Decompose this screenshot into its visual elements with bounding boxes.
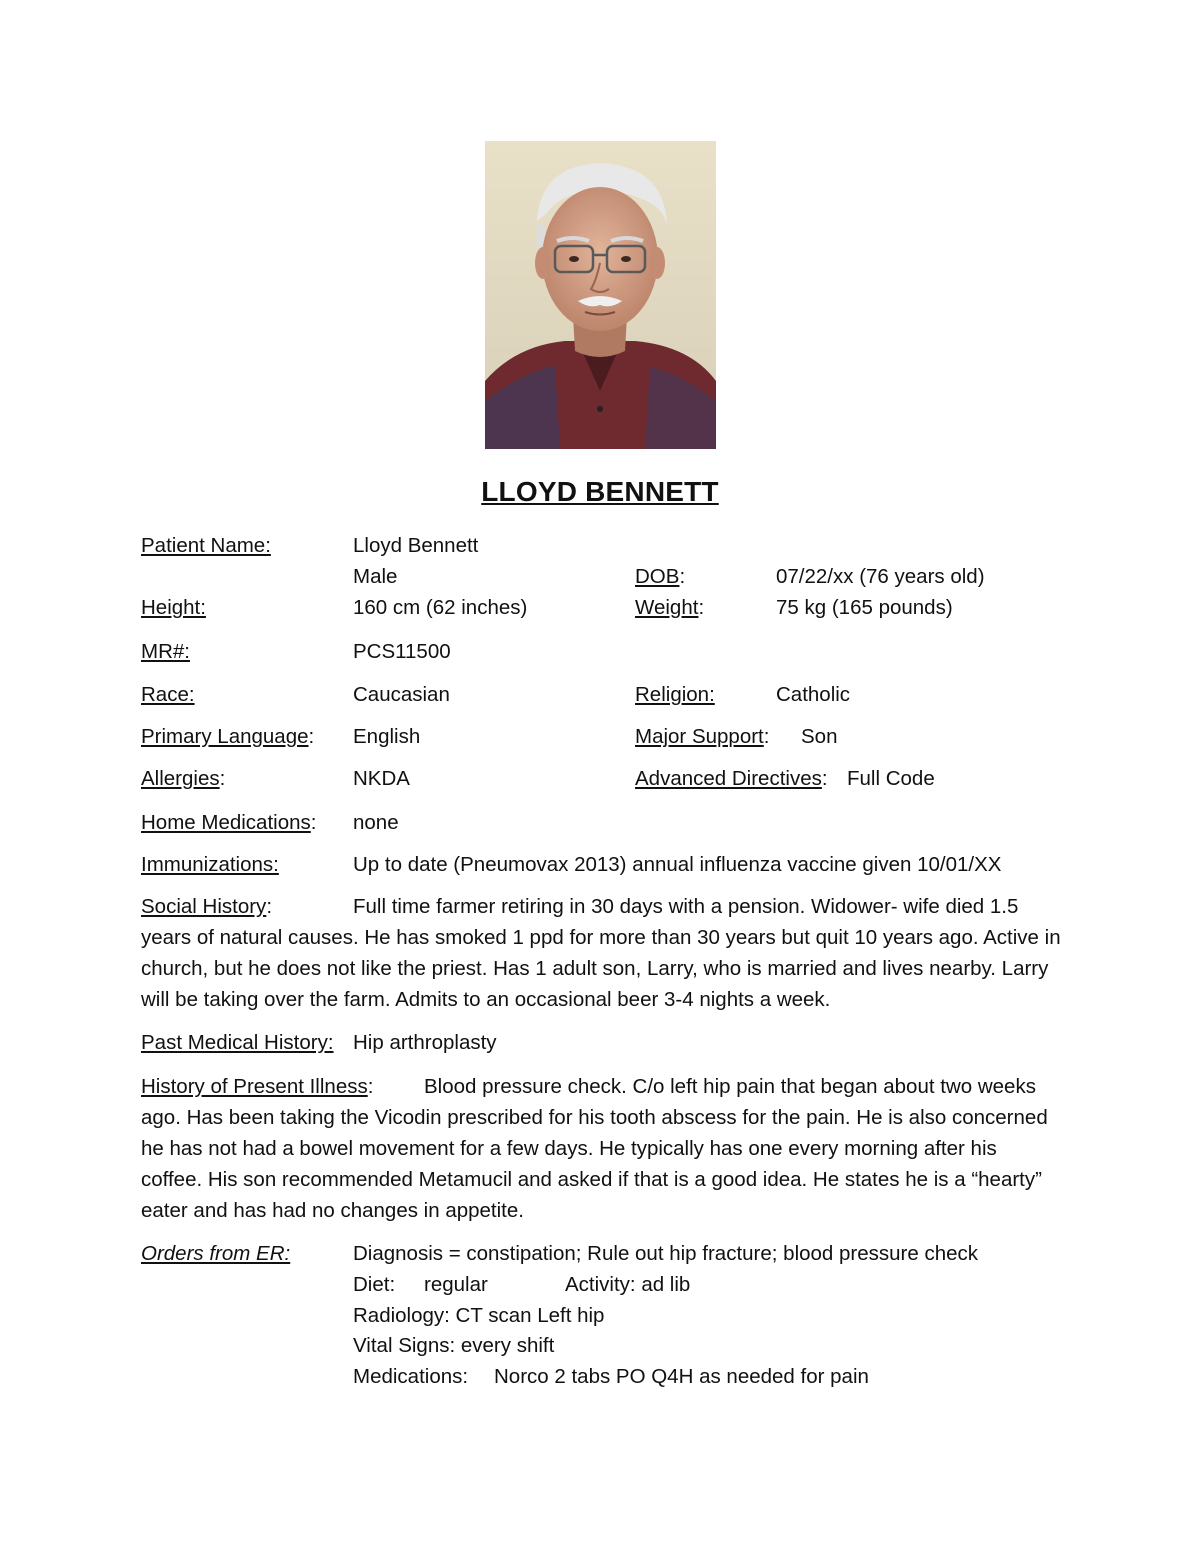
hpi-text: Blood pressure check. C/o left hip pain that began about two weeks ago. Has been taking the Vicodin prescribed for his tooth abscess for the pain. He is also concerned he has not had a bowel movement for a few days. He typically has one every morning after his coffee. His son recommended Metamucil and asked if that is a good idea. He states he is a “hearty” eater and has had no changes in appetite. <box>141 1075 1048 1222</box>
allergies-label: Allergies <box>141 767 220 790</box>
weight-colon: : <box>698 596 705 619</box>
mr-value: PCS11500 <box>353 640 451 663</box>
orders-activity: Activity: ad lib <box>565 1273 691 1296</box>
allergies-label-group <box>141 769 225 790</box>
immunizations-label: Immunizations: <box>141 853 279 876</box>
major-support-label: Major Support <box>635 725 764 748</box>
home-medications-label: Home Medications <box>141 811 311 834</box>
primary-language-label-group <box>141 727 314 748</box>
history-present-illness-section <box>141 1071 1061 1226</box>
major-support-value: Son <box>801 725 838 748</box>
page-title: LLOYD BENNETT <box>481 476 719 507</box>
orders-medications-label: Medications: <box>353 1365 469 1388</box>
dob-value: 07/22/xx (76 years old) <box>776 565 985 588</box>
religion-label: Religion: <box>635 683 715 706</box>
race-value: Caucasian <box>353 683 450 706</box>
home-medications-value: none <box>353 811 399 834</box>
hpi-label: History of Present Illness <box>141 1075 368 1098</box>
orders-vitals: Vital Signs: every shift <box>353 1334 555 1357</box>
social-history-section <box>141 891 1061 1015</box>
primary-language-label: Primary Language <box>141 725 309 748</box>
social-history-text: Full time farmer retiring in 30 days with a pension. Widower- wife died 1.5 years of natural causes. He has smoked 1 ppd for more than 30 years but quit 10 years ago. Active in church, but he does not like the priest. Has 1 adult son, Larry, who is married and lives nearby. Larry will be taking over the farm. Admits to an occasional beer 3-4 nights a week. <box>141 895 1061 1011</box>
dob-label-group <box>635 567 685 588</box>
orders-diet-value: regular <box>424 1273 488 1296</box>
patient-name-value: Lloyd Bennett <box>353 534 479 557</box>
social-history-label-group <box>141 891 353 922</box>
advanced-directives-colon: : <box>821 767 828 790</box>
major-support-label-group <box>635 727 769 748</box>
dob-colon: : <box>679 565 686 588</box>
weight-label-group <box>635 598 704 619</box>
religion-value: Catholic <box>776 683 851 706</box>
height-value: 160 cm (62 inches) <box>353 596 528 619</box>
sex-value: Male <box>353 565 398 588</box>
race-label: Race: <box>141 683 195 706</box>
social-history-label: Social History <box>141 895 267 918</box>
advanced-directives-value: Full Code <box>847 767 935 790</box>
orders-label: Orders from ER: <box>141 1242 291 1265</box>
allergies-value: NKDA <box>353 767 410 790</box>
patient-name-label: Patient Name: <box>141 534 271 557</box>
primary-language-colon: : <box>308 725 315 748</box>
allergies-colon: : <box>219 767 226 790</box>
hpi-label-group <box>141 1071 424 1102</box>
advanced-directives-label-group <box>635 769 828 790</box>
patient-photo <box>485 141 716 449</box>
primary-language-value: English <box>353 725 421 748</box>
major-support-colon: : <box>763 725 770 748</box>
weight-label: Weight <box>635 596 699 619</box>
social-history-colon: : <box>266 895 273 918</box>
past-medical-history-label: Past Medical History: <box>141 1031 334 1054</box>
dob-label: DOB <box>635 565 680 588</box>
height-label: Height: <box>141 596 206 619</box>
past-medical-history-value: Hip arthroplasty <box>353 1031 497 1054</box>
advanced-directives-label: Advanced Directives <box>635 767 822 790</box>
orders-medications-value: Norco 2 tabs PO Q4H as needed for pain <box>494 1365 869 1388</box>
orders-radiology: Radiology: CT scan Left hip <box>353 1304 605 1327</box>
orders-diet-label: Diet: <box>353 1273 396 1296</box>
weight-value: 75 kg (165 pounds) <box>776 596 953 619</box>
mr-label: MR#: <box>141 640 190 663</box>
immunizations-value: Up to date (Pneumovax 2013) annual influenza vaccine given 10/01/XX <box>353 853 1002 876</box>
home-medications-colon: : <box>310 811 317 834</box>
home-medications-label-group <box>141 813 316 834</box>
orders-diagnosis: Diagnosis = constipation; Rule out hip fracture; blood pressure check <box>353 1242 979 1265</box>
hpi-colon: : <box>367 1075 374 1098</box>
